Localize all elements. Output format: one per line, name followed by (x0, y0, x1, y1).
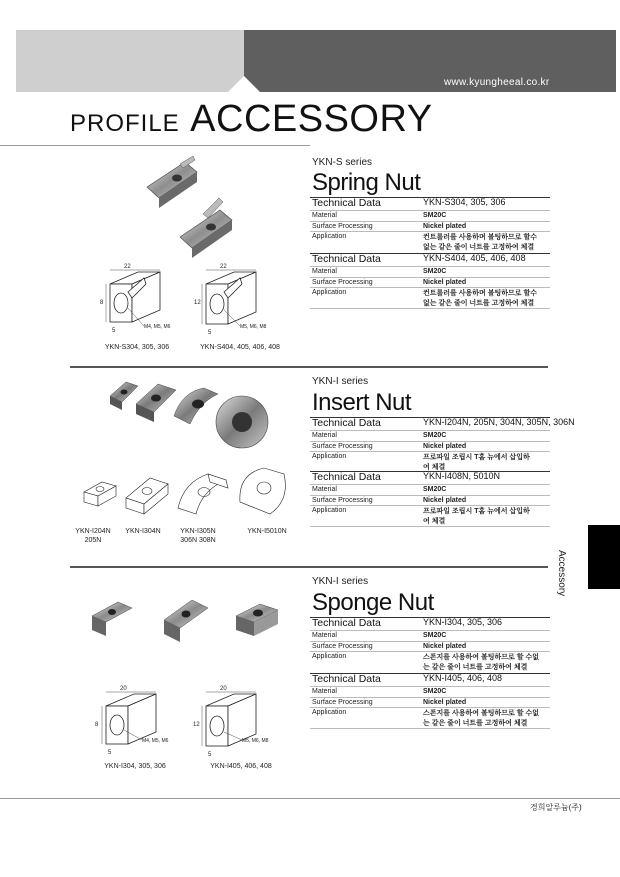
spring-tech-header-1 (310, 197, 550, 209)
dim-width-4: 20 (220, 686, 227, 692)
sponge-caption-2: YKN-I405, 406, 408 (210, 763, 272, 770)
footer-rule (0, 798, 620, 799)
dim-height-2: 12 (194, 300, 201, 306)
spec-value: SM20C (423, 688, 447, 695)
spring-series: YKN-S series (312, 157, 373, 168)
dim-width-1: 22 (124, 264, 131, 270)
spec-value: Nickel plated (423, 699, 467, 706)
tech-models: YKN-I204N, 205N, 304N, 305N, 306N (423, 417, 575, 427)
tech-label: Technical Data (312, 673, 381, 685)
insert-drawing-3 (178, 474, 228, 514)
spec-value: Nickel plated (423, 443, 467, 450)
title-main: ACCESSORY (190, 98, 433, 140)
footer-company: 경희알루늄(주) (530, 803, 582, 812)
side-tab-label: Accessory (556, 550, 567, 597)
spring-spec-surface-2 (310, 277, 550, 287)
spec-value: Nickel plated (423, 223, 467, 230)
spring-nut-photos (135, 152, 265, 262)
sponge-spec-material-1 (310, 630, 550, 641)
sponge-spec-surface-1 (310, 641, 550, 651)
sponge-nut-photo-3 (236, 604, 278, 636)
spec-key: Material (312, 486, 337, 493)
tech-models: YKN-I408N, 5010N (423, 471, 501, 481)
spec-key: Application (312, 709, 347, 716)
spec-value: SM20C (423, 486, 447, 493)
sponge-product-name: Sponge Nut (312, 589, 434, 616)
insert-nut-photo-3 (174, 388, 218, 424)
insert-caption-3: YKN-I305N 306N 308N (180, 528, 216, 544)
sponge-spec-application-2 (310, 707, 550, 729)
spec-key: Material (312, 432, 337, 439)
sponge-spec-material-2 (310, 686, 550, 697)
insert-caption-2: YKN-I304N (125, 528, 161, 535)
insert-spec-application-1 (310, 451, 550, 471)
tech-label: Technical Data (312, 197, 381, 209)
tech-models: YKN-I304, 305, 306 (423, 617, 503, 627)
insert-nut-photo-1 (110, 382, 138, 410)
insert-spec-surface-1 (310, 441, 550, 451)
spec-key: Surface Processing (312, 497, 373, 504)
section-divider-1 (70, 366, 548, 368)
spec-value: Nickel plated (423, 279, 467, 286)
dim-thread-3: M4, M5, M6 (142, 738, 169, 744)
sponge-spec-application-1 (310, 651, 550, 673)
spec-key: Material (312, 688, 337, 695)
spring-tech-header-2 (310, 253, 550, 265)
insert-tech-header-1 (310, 417, 575, 429)
spec-value: 컨트롤러를 사용하며 볼팅하므로 할수없는 같은 줄이 너트를 고정하여 체결 (423, 234, 538, 251)
spec-value: SM20C (423, 212, 447, 219)
insert-nut-photos (104, 374, 274, 459)
insert-product-name: Insert Nut (312, 389, 412, 416)
insert-spec-material-1 (310, 430, 550, 441)
tech-label: Technical Data (312, 617, 381, 629)
spec-key: Material (312, 268, 337, 275)
side-tab (588, 525, 620, 589)
website-url[interactable]: www.kyungheeal.co.kr (444, 77, 550, 88)
spring-product-name: Spring Nut (312, 169, 421, 196)
spec-value: 프로파일 조립시 T홈 뉴에서 삽입하여 체결 (423, 454, 530, 471)
spring-nut-photo-2 (180, 198, 232, 258)
spring-nut-drawing-2 (192, 262, 284, 347)
spec-key: Surface Processing (312, 443, 373, 450)
page-title (70, 98, 433, 141)
spec-key: Application (312, 453, 347, 460)
spec-value: 스폰지를 사용하여 볼팅하므로 할 수없는 같은 줄이 너트를 고정하여 체결 (423, 710, 539, 727)
spec-value: SM20C (423, 268, 447, 275)
spec-value: SM20C (423, 432, 447, 439)
insert-drawing-4 (240, 468, 286, 514)
sponge-nut-drawing-2 (190, 684, 286, 762)
sponge-nut-photo-2 (164, 600, 208, 642)
insert-nut-photo-4 (216, 396, 268, 448)
dim-base-2: 5 (208, 330, 212, 336)
spec-value: 스폰지를 사용하여 볼팅하므로 할 수없는 같은 줄이 너트를 고정하여 체결 (423, 654, 539, 671)
insert-drawing-1 (84, 482, 116, 506)
spring-caption-2: YKN-S404, 405, 406, 408 (200, 344, 280, 351)
sponge-nut-drawing-1 (92, 684, 188, 762)
insert-series: YKN-I series (312, 376, 369, 387)
sponge-caption-1: YKN-I304, 305, 306 (104, 763, 166, 770)
insert-nut-drawings (80, 462, 300, 524)
spec-key: Application (312, 233, 347, 240)
spring-spec-material-1 (310, 210, 550, 221)
spec-key: Application (312, 289, 347, 296)
spec-key: Material (312, 632, 337, 639)
section-divider-2 (70, 566, 548, 568)
title-prefix: PROFILE (70, 110, 180, 137)
dim-thread-4: M5, M6, M8 (242, 738, 269, 744)
sponge-nut-photo-1 (92, 602, 132, 636)
sponge-nut-photos (84, 584, 284, 654)
spring-caption-1: YKN-S304, 305, 306 (104, 344, 170, 351)
tech-label: Technical Data (312, 417, 381, 429)
spec-key: Surface Processing (312, 699, 373, 706)
spec-value: 프로파일 조립시 T홈 뉴에서 삽입하여 체결 (423, 508, 530, 525)
insert-tech-header-2 (310, 471, 550, 483)
dim-thread-2: M5, M6, M8 (240, 324, 267, 330)
dim-width-2: 22 (220, 264, 227, 270)
sponge-spec-surface-2 (310, 697, 550, 707)
insert-caption-4: YKN-I5010N (247, 528, 287, 535)
spec-value: Nickel plated (423, 643, 467, 650)
spec-key: Surface Processing (312, 223, 373, 230)
spec-key: Material (312, 212, 337, 219)
tech-models: YKN-S304, 305, 306 (423, 197, 506, 207)
spring-spec-application-1 (310, 231, 550, 253)
sponge-series: YKN-I series (312, 576, 369, 587)
spring-spec-material-2 (310, 266, 550, 277)
dim-base-1: 5 (112, 328, 116, 334)
insert-drawing-2 (126, 478, 168, 514)
spec-key: Surface Processing (312, 279, 373, 286)
sponge-tech-header-2 (310, 673, 550, 685)
tech-label: Technical Data (312, 471, 381, 483)
title-rule (0, 145, 310, 146)
header-band-dark (244, 30, 616, 92)
spring-spec-surface-1 (310, 221, 550, 231)
sponge-tech-header-1 (310, 617, 550, 629)
insert-spec-application-2 (310, 505, 550, 527)
spring-nut-drawing-1 (98, 262, 188, 347)
spec-value: 컨트롤러를 사용하며 볼팅하므로 할수없는 같은 줄이 너트를 고정하여 체결 (423, 290, 538, 307)
spec-key: Application (312, 653, 347, 660)
dim-height-4: 12 (193, 722, 200, 728)
spec-value: SM20C (423, 632, 447, 639)
insert-spec-material-2 (310, 484, 550, 495)
insert-spec-surface-2 (310, 495, 550, 505)
header-band-light (16, 30, 244, 92)
spec-key: Surface Processing (312, 643, 373, 650)
spec-key: Application (312, 507, 347, 514)
spec-value: Nickel plated (423, 497, 467, 504)
spring-nut-photo-1 (147, 156, 197, 208)
dim-height-3: 8 (95, 722, 99, 728)
dim-thread-1: M4, M5, M6 (144, 324, 171, 330)
tech-models: YKN-I405, 406, 408 (423, 673, 503, 683)
insert-caption-1: YKN-I204N 205N (75, 528, 111, 544)
spring-spec-application-2 (310, 287, 550, 309)
tech-models: YKN-S404, 405, 406, 408 (423, 253, 526, 263)
dim-base-3: 5 (108, 750, 112, 756)
dim-height-1: 8 (100, 300, 104, 306)
tech-label: Technical Data (312, 253, 381, 265)
dim-width-3: 20 (120, 686, 127, 692)
dim-base-4: 5 (208, 752, 212, 758)
insert-nut-photo-2 (136, 384, 176, 422)
